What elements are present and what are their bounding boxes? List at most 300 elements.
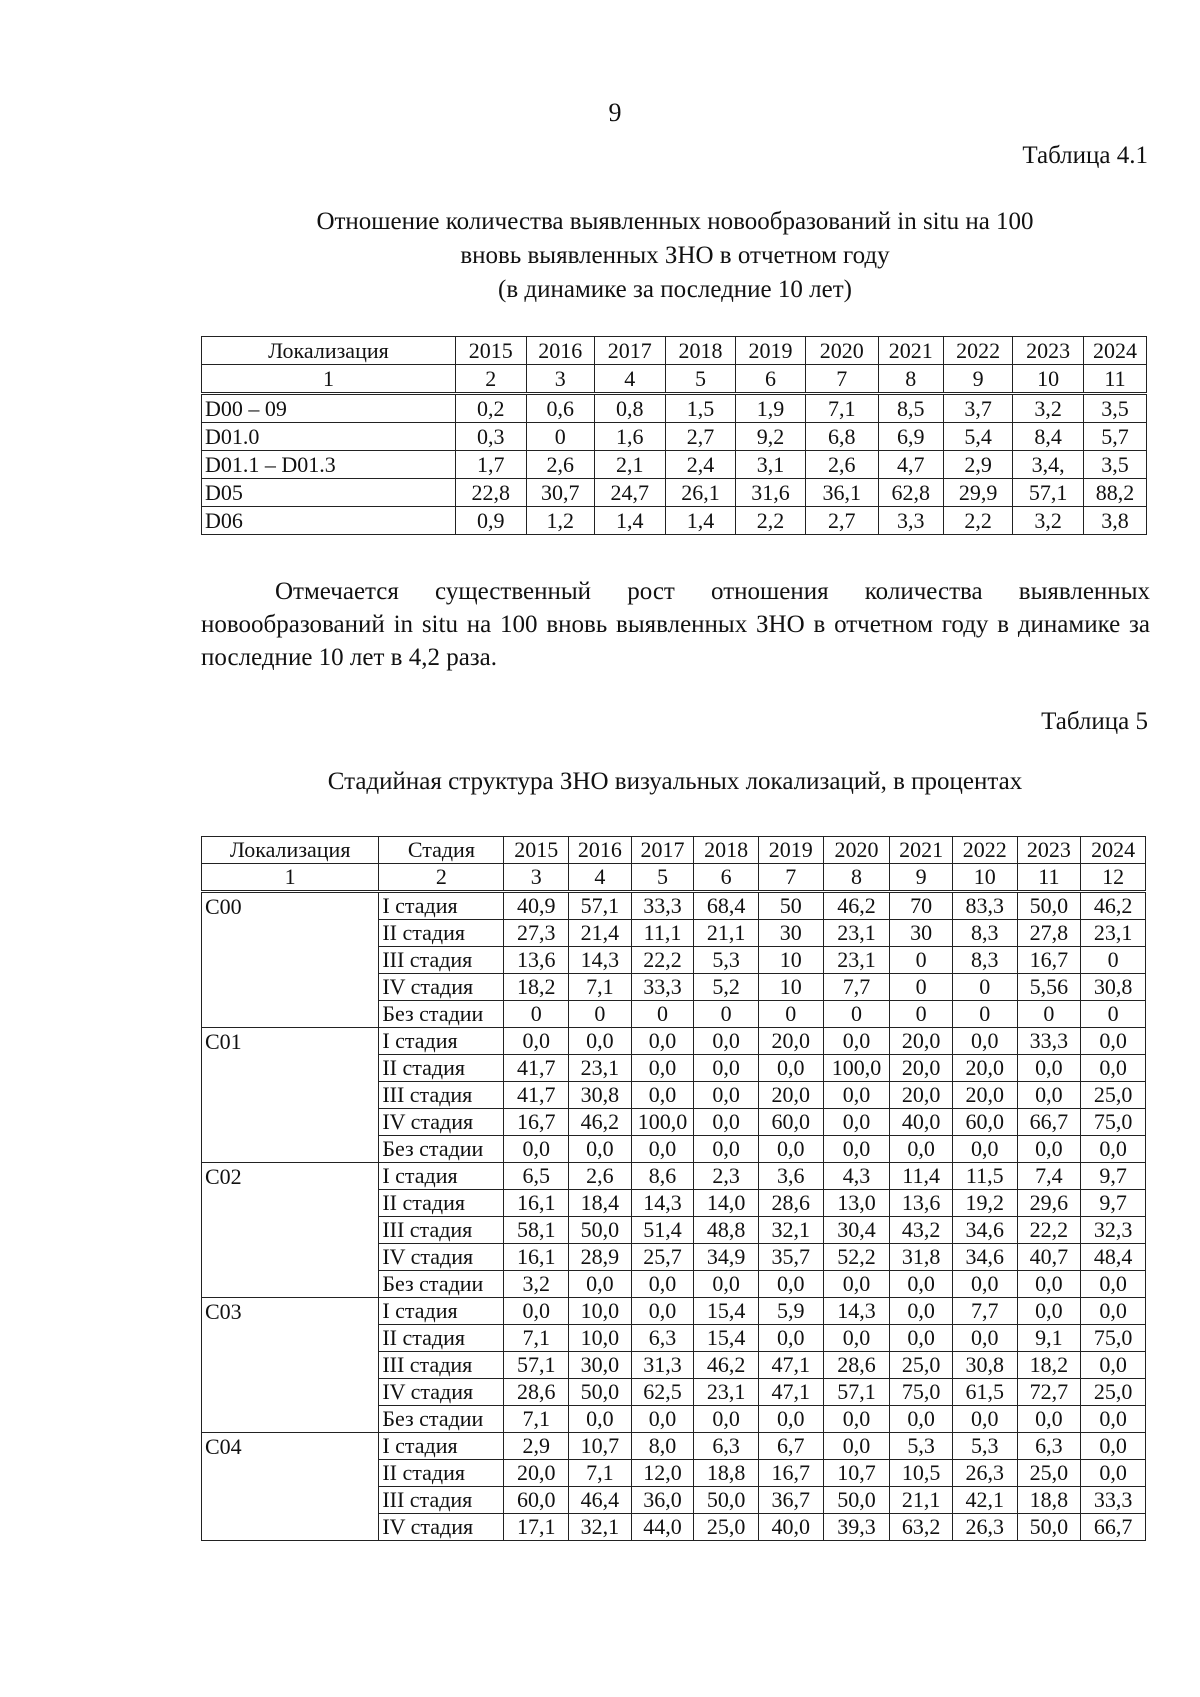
localization-cell: C00 — [202, 892, 379, 1028]
value-cell: 7,1 — [504, 1325, 569, 1352]
value-cell: 0,0 — [823, 1028, 890, 1055]
value-cell: 7,1 — [569, 1460, 632, 1487]
stage-cell: III стадия — [379, 1082, 504, 1109]
value-cell: 0,0 — [823, 1109, 890, 1136]
value-cell: 47,1 — [758, 1352, 823, 1379]
value-cell: 0 — [952, 1001, 1017, 1028]
stage-cell: III стадия — [379, 1217, 504, 1244]
value-cell: 50,0 — [694, 1487, 759, 1514]
table-row — [202, 479, 1147, 507]
column-number-cell: 8 — [823, 864, 890, 892]
column-number-cell: 2 — [455, 365, 526, 394]
value-cell: 1,7 — [455, 451, 526, 479]
stage-cell: IV стадия — [379, 974, 504, 1001]
value-cell: 0,0 — [1081, 1136, 1146, 1163]
value-cell: 30,7 — [526, 479, 594, 507]
value-cell: 0,0 — [694, 1271, 759, 1298]
body-paragraph: Отмечается существенный рост отношения количества выявленных новообразований in situ на 100 вновь выявленных ЗНО в отчетном году в динамике за последние 10 лет в 4,2 раза. — [201, 578, 1150, 671]
value-cell: 26,1 — [665, 479, 736, 507]
value-cell: 0,0 — [1017, 1271, 1081, 1298]
value-cell: 0,0 — [758, 1271, 823, 1298]
value-cell: 19,2 — [952, 1190, 1017, 1217]
value-cell: 0,0 — [631, 1055, 694, 1082]
value-cell: 57,1 — [569, 892, 632, 920]
header-cell: 2021 — [890, 837, 953, 864]
header-cell: Локализация — [202, 337, 456, 365]
value-cell: 8,3 — [952, 947, 1017, 974]
value-cell: 20,0 — [890, 1082, 953, 1109]
value-cell: 0 — [1081, 1001, 1146, 1028]
value-cell: 3,2 — [504, 1271, 569, 1298]
value-cell: 5,2 — [694, 974, 759, 1001]
value-cell: 1,6 — [594, 423, 665, 451]
value-cell: 62,5 — [631, 1379, 694, 1406]
value-cell: 25,0 — [1017, 1460, 1081, 1487]
value-cell: 23,1 — [569, 1055, 632, 1082]
column-number-cell: 4 — [569, 864, 632, 892]
header-cell: 2020 — [823, 837, 890, 864]
table-row — [202, 451, 1147, 479]
header-cell: 2022 — [943, 337, 1013, 365]
value-cell: 10 — [758, 974, 823, 1001]
value-cell: 4,7 — [878, 451, 943, 479]
column-number-cell: 2 — [379, 864, 504, 892]
value-cell: 32,1 — [569, 1514, 632, 1541]
value-cell: 0,0 — [758, 1136, 823, 1163]
value-cell: 0,0 — [504, 1298, 569, 1325]
value-cell: 5,3 — [952, 1433, 1017, 1460]
table-row — [202, 1028, 1146, 1055]
value-cell: 16,1 — [504, 1190, 569, 1217]
value-cell: 40,7 — [1017, 1244, 1081, 1271]
value-cell: 26,3 — [952, 1514, 1017, 1541]
value-cell: 29,9 — [943, 479, 1013, 507]
localization-cell: C03 — [202, 1298, 379, 1433]
value-cell: 25,0 — [694, 1514, 759, 1541]
value-cell: 57,1 — [1013, 479, 1084, 507]
value-cell: 0,0 — [1081, 1028, 1146, 1055]
value-cell: 0 — [823, 1001, 890, 1028]
column-number-cell: 10 — [952, 864, 1017, 892]
value-cell: 0 — [1081, 947, 1146, 974]
value-cell: 6,9 — [878, 423, 943, 451]
header-cell: 2021 — [878, 337, 943, 365]
header-cell: 2024 — [1083, 337, 1146, 365]
table-5 — [201, 836, 1146, 1541]
value-cell: 1,9 — [736, 394, 806, 423]
stage-cell: II стадия — [379, 1055, 504, 1082]
stage-cell: Без стадии — [379, 1406, 504, 1433]
value-cell: 13,6 — [504, 947, 569, 974]
value-cell: 0 — [1017, 1001, 1081, 1028]
value-cell: 6,3 — [694, 1433, 759, 1460]
value-cell: 2,6 — [569, 1163, 632, 1190]
table-4-1-label: Таблица 4.1 — [1022, 142, 1148, 169]
value-cell: 2,7 — [665, 423, 736, 451]
value-cell: 7,7 — [952, 1298, 1017, 1325]
value-cell: 0,0 — [631, 1082, 694, 1109]
value-cell: 21,1 — [694, 920, 759, 947]
value-cell: 0,0 — [823, 1136, 890, 1163]
column-number-cell: 9 — [943, 365, 1013, 394]
value-cell: 3,4, — [1013, 451, 1084, 479]
column-number-cell: 9 — [890, 864, 953, 892]
value-cell: 50,0 — [569, 1379, 632, 1406]
value-cell: 50,0 — [823, 1487, 890, 1514]
value-cell: 30 — [758, 920, 823, 947]
stage-cell: Без стадии — [379, 1136, 504, 1163]
value-cell: 18,8 — [1017, 1487, 1081, 1514]
value-cell: 17,1 — [504, 1514, 569, 1541]
value-cell: 0,0 — [1081, 1055, 1146, 1082]
value-cell: 8,6 — [631, 1163, 694, 1190]
table-4-1 — [201, 336, 1147, 535]
value-cell: 0 — [504, 1001, 569, 1028]
value-cell: 52,2 — [823, 1244, 890, 1271]
value-cell: 100,0 — [631, 1109, 694, 1136]
value-cell: 2,2 — [943, 507, 1013, 535]
value-cell: 2,6 — [805, 451, 878, 479]
value-cell: 16,7 — [504, 1109, 569, 1136]
value-cell: 41,7 — [504, 1055, 569, 1082]
value-cell: 47,1 — [758, 1379, 823, 1406]
caption-line: (в динамике за последние 10 лет) — [498, 276, 852, 303]
value-cell: 48,8 — [694, 1217, 759, 1244]
value-cell: 14,3 — [631, 1190, 694, 1217]
value-cell: 5,3 — [890, 1433, 953, 1460]
value-cell: 70 — [890, 892, 953, 920]
value-cell: 61,5 — [952, 1379, 1017, 1406]
value-cell: 0,0 — [1081, 1460, 1146, 1487]
column-number-cell: 3 — [526, 365, 594, 394]
column-number-cell: 6 — [694, 864, 759, 892]
header-cell: 2017 — [594, 337, 665, 365]
value-cell: 0,0 — [823, 1271, 890, 1298]
value-cell: 23,1 — [823, 947, 890, 974]
stage-cell: I стадия — [379, 1028, 504, 1055]
value-cell: 34,6 — [952, 1244, 1017, 1271]
value-cell: 57,1 — [504, 1352, 569, 1379]
value-cell: 0,0 — [504, 1028, 569, 1055]
value-cell: 7,1 — [504, 1406, 569, 1433]
value-cell: 60,0 — [504, 1487, 569, 1514]
value-cell: 3,5 — [1083, 394, 1146, 423]
value-cell: 0 — [758, 1001, 823, 1028]
value-cell: 0,0 — [1081, 1406, 1146, 1433]
column-number-cell: 7 — [758, 864, 823, 892]
header-cell: 2019 — [736, 337, 806, 365]
caption-line: Отношение количества выявленных новообразований in situ на 100 — [316, 208, 1034, 235]
header-cell: Локализация — [202, 837, 379, 864]
value-cell: 25,0 — [890, 1352, 953, 1379]
column-number-cell: 1 — [202, 365, 456, 394]
value-cell: 27,3 — [504, 920, 569, 947]
stage-cell: III стадия — [379, 1487, 504, 1514]
column-number-cell: 4 — [594, 365, 665, 394]
value-cell: 18,4 — [569, 1190, 632, 1217]
localization-cell: D01.0 — [202, 423, 456, 451]
value-cell: 23,1 — [823, 920, 890, 947]
value-cell: 8,5 — [878, 394, 943, 423]
value-cell: 88,2 — [1083, 479, 1146, 507]
value-cell: 0,0 — [758, 1325, 823, 1352]
header-cell: 2015 — [455, 337, 526, 365]
table-row — [202, 423, 1147, 451]
value-cell: 0,0 — [952, 1136, 1017, 1163]
value-cell: 0,0 — [1017, 1298, 1081, 1325]
column-number-cell: 7 — [805, 365, 878, 394]
value-cell: 5,9 — [758, 1298, 823, 1325]
stage-cell: I стадия — [379, 1163, 504, 1190]
value-cell: 51,4 — [631, 1217, 694, 1244]
value-cell: 0,0 — [1017, 1406, 1081, 1433]
value-cell: 26,3 — [952, 1460, 1017, 1487]
table-5-body — [202, 837, 1146, 1541]
stage-cell: III стадия — [379, 947, 504, 974]
value-cell: 3,2 — [1013, 507, 1084, 535]
header-cell: 2024 — [1081, 837, 1146, 864]
value-cell: 0,0 — [631, 1271, 694, 1298]
value-cell: 5,7 — [1083, 423, 1146, 451]
localization-cell: D00 – 09 — [202, 394, 456, 423]
value-cell: 0,0 — [952, 1271, 1017, 1298]
value-cell: 0,0 — [1081, 1433, 1146, 1460]
value-cell: 0,0 — [823, 1433, 890, 1460]
localization-cell: D05 — [202, 479, 456, 507]
value-cell: 5,4 — [943, 423, 1013, 451]
value-cell: 0 — [631, 1001, 694, 1028]
value-cell: 46,2 — [694, 1352, 759, 1379]
header-row — [202, 337, 1147, 365]
value-cell: 0,0 — [694, 1055, 759, 1082]
value-cell: 30,8 — [952, 1352, 1017, 1379]
value-cell: 0,0 — [631, 1136, 694, 1163]
column-number-cell: 6 — [736, 365, 806, 394]
value-cell: 10,7 — [823, 1460, 890, 1487]
table-row — [202, 892, 1146, 920]
value-cell: 62,8 — [878, 479, 943, 507]
value-cell: 46,2 — [569, 1109, 632, 1136]
value-cell: 10 — [758, 947, 823, 974]
stage-cell: IV стадия — [379, 1244, 504, 1271]
value-cell: 0,9 — [455, 507, 526, 535]
value-cell: 30,0 — [569, 1352, 632, 1379]
value-cell: 0,0 — [890, 1298, 953, 1325]
value-cell: 12,0 — [631, 1460, 694, 1487]
value-cell: 11,5 — [952, 1163, 1017, 1190]
value-cell: 28,6 — [758, 1190, 823, 1217]
value-cell: 6,3 — [1017, 1433, 1081, 1460]
value-cell: 1,4 — [594, 507, 665, 535]
stage-cell: IV стадия — [379, 1109, 504, 1136]
value-cell: 48,4 — [1081, 1244, 1146, 1271]
value-cell: 50 — [758, 892, 823, 920]
header-cell: 2018 — [665, 337, 736, 365]
header-cell: Стадия — [379, 837, 504, 864]
value-cell: 0,0 — [631, 1028, 694, 1055]
value-cell: 75,0 — [1081, 1109, 1146, 1136]
value-cell: 20,0 — [758, 1082, 823, 1109]
header-cell: 2017 — [631, 837, 694, 864]
value-cell: 0 — [890, 947, 953, 974]
value-cell: 2,6 — [526, 451, 594, 479]
localization-cell: C02 — [202, 1163, 379, 1298]
value-cell: 10,0 — [569, 1298, 632, 1325]
table-row — [202, 1433, 1146, 1460]
value-cell: 16,7 — [1017, 947, 1081, 974]
value-cell: 60,0 — [758, 1109, 823, 1136]
value-cell: 21,1 — [890, 1487, 953, 1514]
value-cell: 13,6 — [890, 1190, 953, 1217]
value-cell: 0 — [890, 1001, 953, 1028]
value-cell: 2,9 — [504, 1433, 569, 1460]
value-cell: 9,2 — [736, 423, 806, 451]
value-cell: 72,7 — [1017, 1379, 1081, 1406]
value-cell: 20,0 — [952, 1082, 1017, 1109]
value-cell: 28,9 — [569, 1244, 632, 1271]
value-cell: 8,4 — [1013, 423, 1084, 451]
table-row — [202, 394, 1147, 423]
value-cell: 11,1 — [631, 920, 694, 947]
value-cell: 20,0 — [758, 1028, 823, 1055]
value-cell: 0,0 — [890, 1271, 953, 1298]
value-cell: 83,3 — [952, 892, 1017, 920]
value-cell: 0,0 — [1017, 1136, 1081, 1163]
table-row — [202, 1298, 1146, 1325]
stage-cell: I стадия — [379, 1433, 504, 1460]
value-cell: 41,7 — [504, 1082, 569, 1109]
page-number: 9 — [608, 98, 622, 127]
value-cell: 40,0 — [758, 1514, 823, 1541]
value-cell: 6,3 — [631, 1325, 694, 1352]
value-cell: 0,0 — [1081, 1298, 1146, 1325]
value-cell: 6,7 — [758, 1433, 823, 1460]
value-cell: 0,0 — [694, 1109, 759, 1136]
value-cell: 31,6 — [736, 479, 806, 507]
value-cell: 3,6 — [758, 1163, 823, 1190]
stage-cell: I стадия — [379, 1298, 504, 1325]
value-cell: 0,8 — [594, 394, 665, 423]
value-cell: 30,4 — [823, 1217, 890, 1244]
value-cell: 0,0 — [1017, 1055, 1081, 1082]
value-cell: 32,3 — [1081, 1217, 1146, 1244]
value-cell: 23,1 — [694, 1379, 759, 1406]
value-cell: 20,0 — [890, 1055, 953, 1082]
value-cell: 0,0 — [823, 1406, 890, 1433]
value-cell: 34,9 — [694, 1244, 759, 1271]
value-cell: 0 — [890, 974, 953, 1001]
value-cell: 0,0 — [569, 1271, 632, 1298]
table-4-1-caption — [200, 205, 1150, 307]
value-cell: 31,3 — [631, 1352, 694, 1379]
stage-cell: IV стадия — [379, 1514, 504, 1541]
column-number-cell: 1 — [202, 864, 379, 892]
value-cell: 0,0 — [952, 1325, 1017, 1352]
value-cell: 14,0 — [694, 1190, 759, 1217]
value-cell: 0,0 — [694, 1028, 759, 1055]
value-cell: 0,0 — [694, 1136, 759, 1163]
value-cell: 0 — [526, 423, 594, 451]
value-cell: 3,2 — [1013, 394, 1084, 423]
value-cell: 33,3 — [631, 974, 694, 1001]
value-cell: 3,3 — [878, 507, 943, 535]
value-cell: 0,0 — [758, 1406, 823, 1433]
value-cell: 40,0 — [890, 1109, 953, 1136]
value-cell: 9,7 — [1081, 1163, 1146, 1190]
header-cell: 2023 — [1017, 837, 1081, 864]
value-cell: 39,3 — [823, 1514, 890, 1541]
table-row — [202, 507, 1147, 535]
value-cell: 63,2 — [890, 1514, 953, 1541]
value-cell: 0,0 — [1017, 1082, 1081, 1109]
value-cell: 9,1 — [1017, 1325, 1081, 1352]
value-cell: 30,8 — [1081, 974, 1146, 1001]
value-cell: 15,4 — [694, 1325, 759, 1352]
value-cell: 10,0 — [569, 1325, 632, 1352]
value-cell: 0,6 — [526, 394, 594, 423]
value-cell: 8,0 — [631, 1433, 694, 1460]
value-cell: 0 — [952, 974, 1017, 1001]
value-cell: 75,0 — [1081, 1325, 1146, 1352]
value-cell: 21,4 — [569, 920, 632, 947]
value-cell: 33,3 — [631, 892, 694, 920]
value-cell: 75,0 — [890, 1379, 953, 1406]
localization-cell: D06 — [202, 507, 456, 535]
value-cell: 31,8 — [890, 1244, 953, 1271]
value-cell: 14,3 — [823, 1298, 890, 1325]
column-number-cell: 5 — [631, 864, 694, 892]
value-cell: 32,1 — [758, 1217, 823, 1244]
value-cell: 16,7 — [758, 1460, 823, 1487]
value-cell: 50,0 — [1017, 892, 1081, 920]
value-cell: 20,0 — [890, 1028, 953, 1055]
column-number-cell: 11 — [1083, 365, 1146, 394]
value-cell: 14,3 — [569, 947, 632, 974]
value-cell: 36,0 — [631, 1487, 694, 1514]
value-cell: 23,1 — [1081, 920, 1146, 947]
value-cell: 6,5 — [504, 1163, 569, 1190]
value-cell: 22,2 — [1017, 1217, 1081, 1244]
value-cell: 0 — [694, 1001, 759, 1028]
value-cell: 2,3 — [694, 1163, 759, 1190]
value-cell: 20,0 — [504, 1460, 569, 1487]
value-cell: 0,0 — [823, 1325, 890, 1352]
value-cell: 1,5 — [665, 394, 736, 423]
value-cell: 3,8 — [1083, 507, 1146, 535]
value-cell: 44,0 — [631, 1514, 694, 1541]
value-cell: 28,6 — [823, 1352, 890, 1379]
value-cell: 25,7 — [631, 1244, 694, 1271]
table-row — [202, 1163, 1146, 1190]
value-cell: 0,0 — [569, 1406, 632, 1433]
table-5-caption: Стадийная структура ЗНО визуальных локализаций, в процентах — [327, 768, 1023, 795]
value-cell: 18,2 — [1017, 1352, 1081, 1379]
table-4-1-body — [202, 337, 1147, 535]
localization-cell: D01.1 – D01.3 — [202, 451, 456, 479]
value-cell: 16,1 — [504, 1244, 569, 1271]
value-cell: 0,3 — [455, 423, 526, 451]
value-cell: 30 — [890, 920, 953, 947]
value-cell: 1,2 — [526, 507, 594, 535]
header-cell: 2023 — [1013, 337, 1084, 365]
value-cell: 2,1 — [594, 451, 665, 479]
stage-cell: III стадия — [379, 1352, 504, 1379]
value-cell: 36,1 — [805, 479, 878, 507]
value-cell: 0,0 — [631, 1406, 694, 1433]
value-cell: 0,0 — [890, 1325, 953, 1352]
table-5-label: Таблица 5 — [1041, 708, 1148, 735]
value-cell: 11,4 — [890, 1163, 953, 1190]
